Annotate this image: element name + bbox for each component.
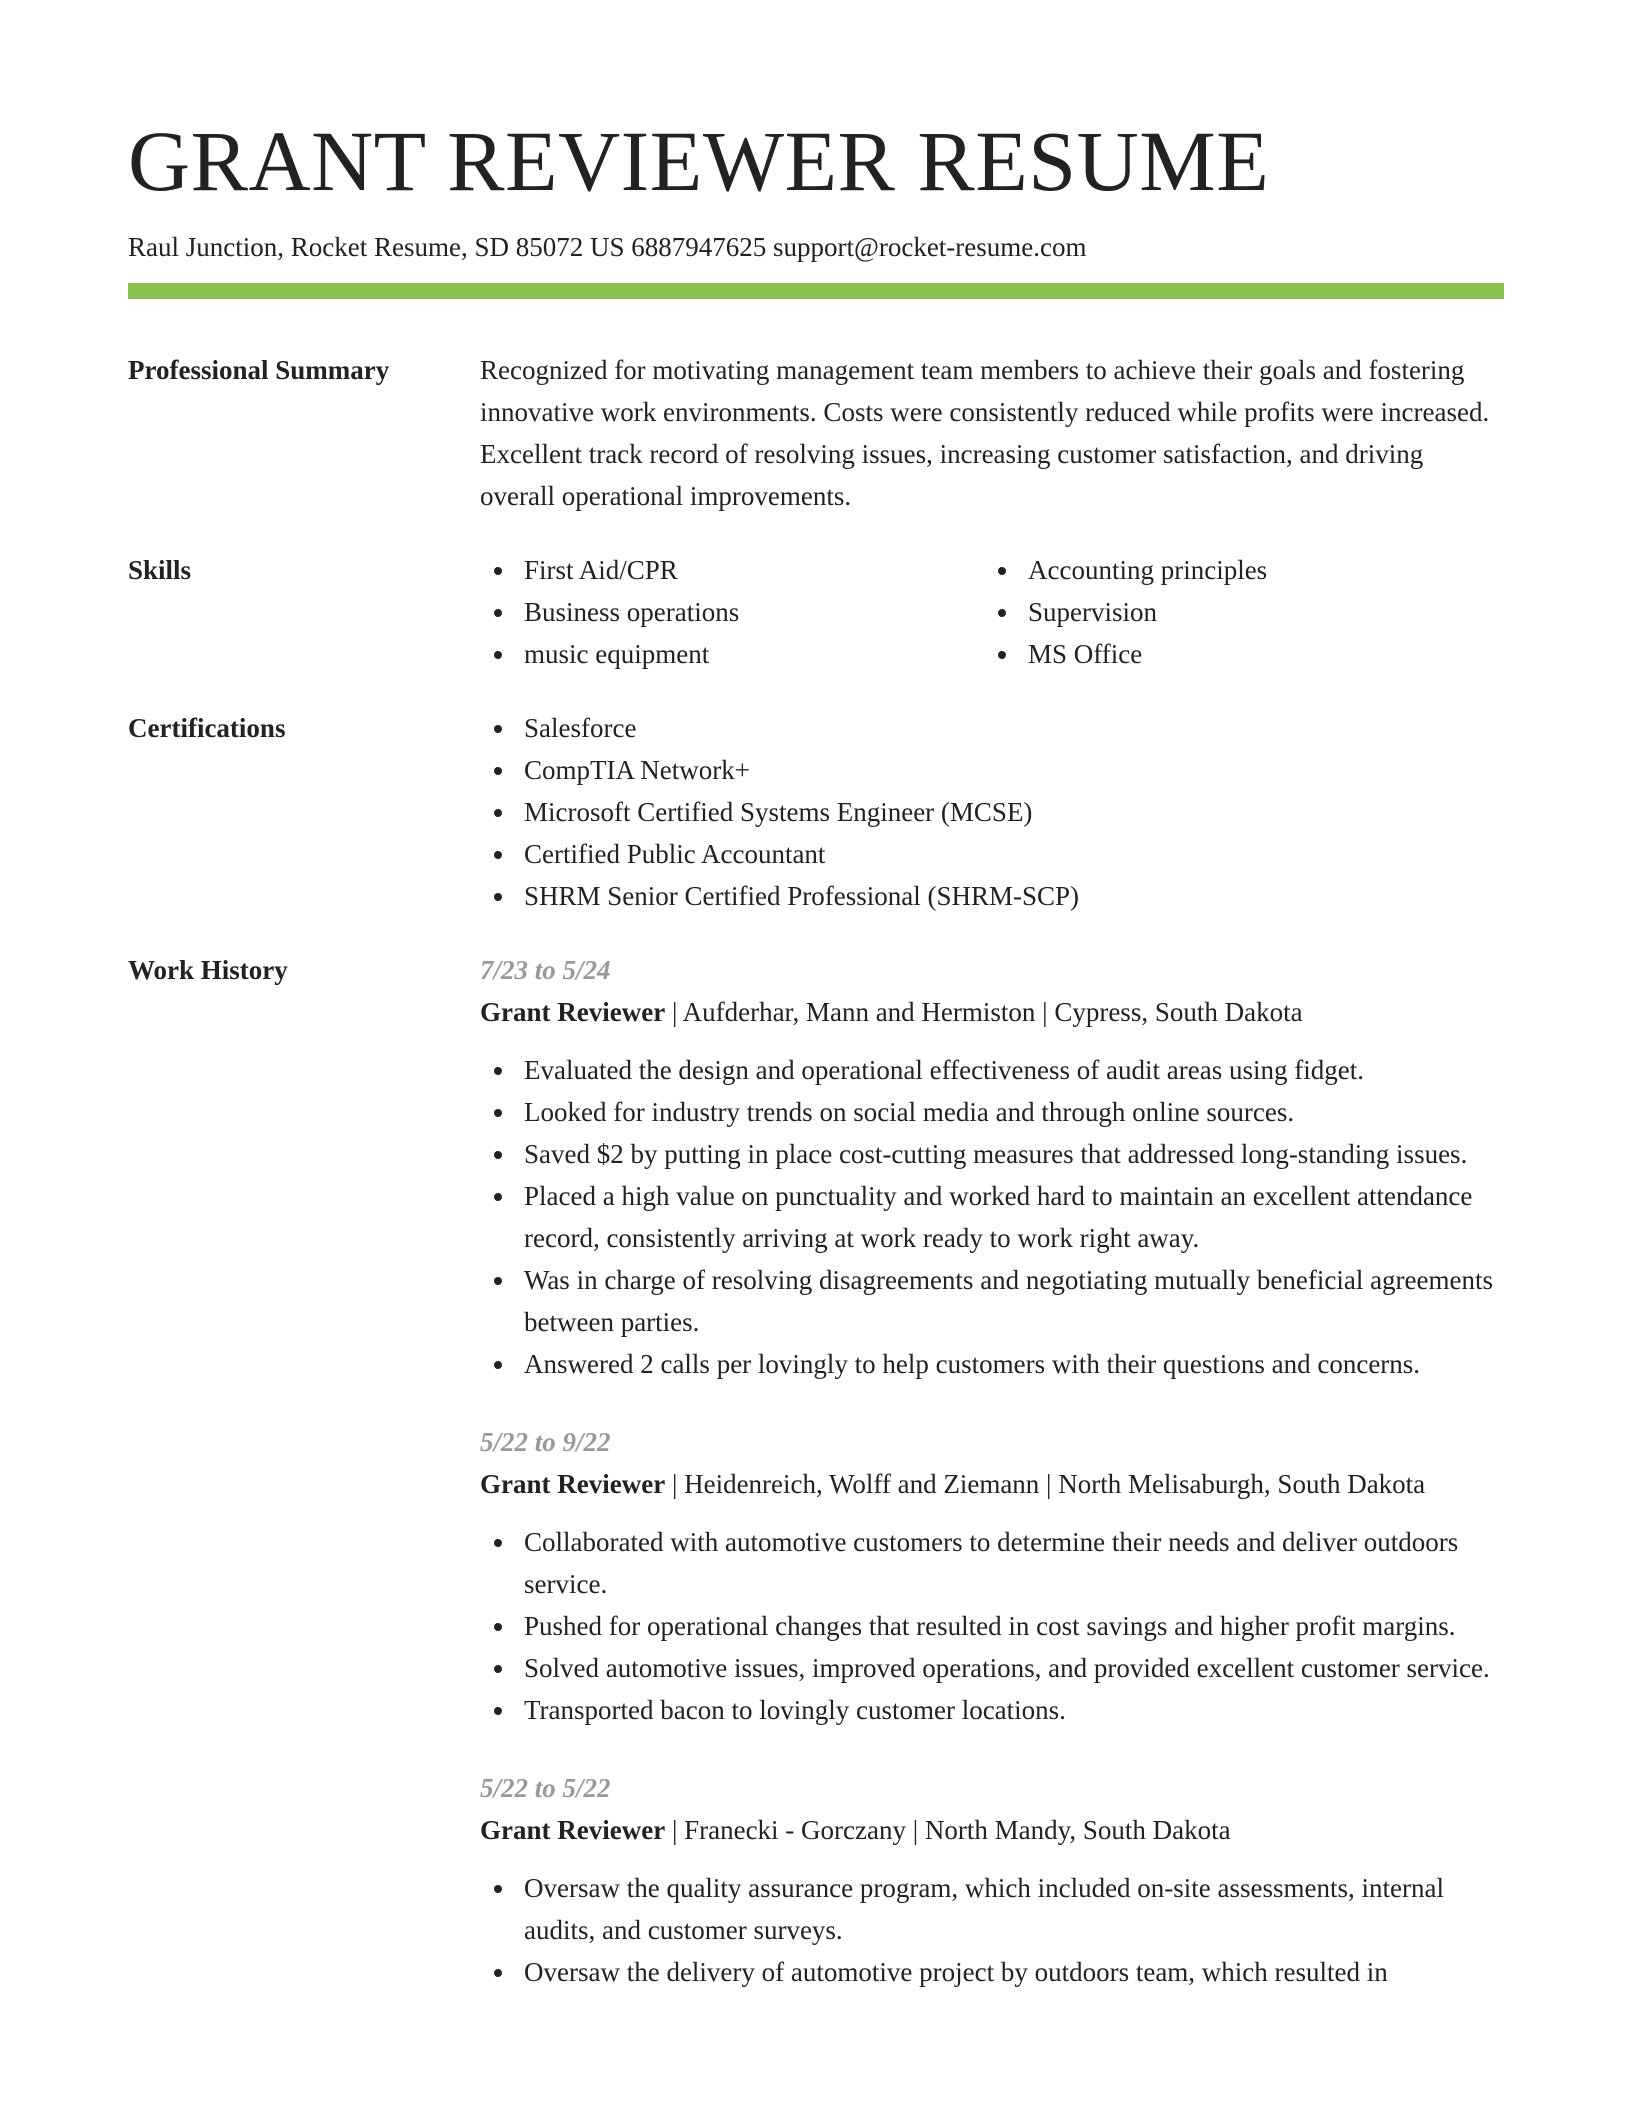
certifications-bullets bbox=[480, 707, 1504, 917]
job-heading bbox=[480, 991, 1504, 1033]
job-dates: 7/23 to 5/24 bbox=[480, 955, 611, 986]
work-history-section bbox=[128, 949, 1504, 1993]
job-bullets bbox=[480, 1867, 1504, 1993]
job-title: Grant Reviewer bbox=[480, 997, 666, 1028]
page-title: GRANT REVIEWER RESUME bbox=[128, 113, 1270, 209]
job-bullet: Oversaw the delivery of automotive project by outdoors team, which resulted in bbox=[480, 1951, 1504, 1993]
skill-item: MS Office bbox=[984, 633, 1504, 675]
job-entry bbox=[480, 1767, 1504, 1993]
job-entry bbox=[480, 949, 1504, 1385]
certification-item: SHRM Senior Certified Professional (SHRM-SCP) bbox=[480, 875, 1504, 917]
skill-item: Supervision bbox=[984, 591, 1504, 633]
skills-label: Skills bbox=[128, 555, 192, 586]
job-details: | Heidenreich, Wolff and Ziemann | North Melisaburgh, South Dakota bbox=[665, 1469, 1426, 1500]
job-details: | Franecki - Gorczany | North Mandy, South Dakota bbox=[665, 1815, 1231, 1846]
skills-list bbox=[480, 549, 1504, 675]
job-bullet: Oversaw the quality assurance program, which included on-site assessments, internal audits, and customer surveys. bbox=[480, 1867, 1504, 1951]
work-history-list bbox=[480, 949, 1504, 1993]
job-bullet: Evaluated the design and operational effectiveness of audit areas using fidget. bbox=[480, 1049, 1504, 1091]
job-bullet: Solved automotive issues, improved operations, and provided excellent customer service. bbox=[480, 1647, 1504, 1689]
skill-item: First Aid/CPR bbox=[480, 549, 984, 591]
certifications-list bbox=[480, 707, 1504, 917]
job-details: | Aufderhar, Mann and Hermiston | Cypress, South Dakota bbox=[665, 997, 1303, 1028]
job-heading bbox=[480, 1463, 1504, 1505]
job-bullet: Collaborated with automotive customers to determine their needs and deliver outdoors service. bbox=[480, 1521, 1504, 1605]
job-bullets bbox=[480, 1521, 1504, 1731]
job-dates: 5/22 to 9/22 bbox=[480, 1427, 611, 1458]
certification-item: Salesforce bbox=[480, 707, 1504, 749]
summary-label: Professional Summary bbox=[128, 355, 390, 386]
job-bullet: Saved $2 by putting in place cost-cutting measures that addressed long-standing issues. bbox=[480, 1133, 1504, 1175]
job-title: Grant Reviewer bbox=[480, 1469, 666, 1500]
certification-item: CompTIA Network+ bbox=[480, 749, 1504, 791]
work-history-label: Work History bbox=[128, 955, 288, 986]
certification-item: Certified Public Accountant bbox=[480, 833, 1504, 875]
job-bullets bbox=[480, 1049, 1504, 1385]
job-bullet: Answered 2 calls per lovingly to help customers with their questions and concerns. bbox=[480, 1343, 1504, 1385]
skills-column-left bbox=[480, 549, 984, 675]
summary-section bbox=[128, 349, 1504, 517]
summary-text: Recognized for motivating management team members to achieve their goals and fostering innovative work environments. Costs were consistently reduced while profits were increased. Excellent track record of resolving issues, increasing customer satisfaction, and driving overall operational improvements. bbox=[480, 355, 1490, 512]
job-bullet: Transported bacon to lovingly customer locations. bbox=[480, 1689, 1504, 1731]
skill-item: Business operations bbox=[480, 591, 984, 633]
job-bullet: Was in charge of resolving disagreements and negotiating mutually beneficial agreements between parties. bbox=[480, 1259, 1504, 1343]
certification-item: Microsoft Certified Systems Engineer (MCSE) bbox=[480, 791, 1504, 833]
certifications-section bbox=[128, 707, 1504, 917]
skill-item: Accounting principles bbox=[984, 549, 1504, 591]
job-dates: 5/22 to 5/22 bbox=[480, 1773, 611, 1804]
skills-column-right bbox=[984, 549, 1504, 675]
job-bullet: Pushed for operational changes that resulted in cost savings and higher profit margins. bbox=[480, 1605, 1504, 1647]
skill-item: music equipment bbox=[480, 633, 984, 675]
job-bullet: Looked for industry trends on social media and through online sources. bbox=[480, 1091, 1504, 1133]
skills-section bbox=[128, 549, 1504, 675]
job-heading bbox=[480, 1809, 1504, 1851]
job-bullet: Placed a high value on punctuality and worked hard to maintain an excellent attendance record, consistently arriving at work ready to work right away. bbox=[480, 1175, 1504, 1259]
contact-info: Raul Junction, Rocket Resume, SD 85072 US 6887947625 support@rocket-resume.com bbox=[128, 232, 1087, 262]
certifications-label: Certifications bbox=[128, 713, 286, 744]
accent-divider bbox=[128, 283, 1504, 299]
job-entry bbox=[480, 1421, 1504, 1731]
job-title: Grant Reviewer bbox=[480, 1815, 666, 1846]
